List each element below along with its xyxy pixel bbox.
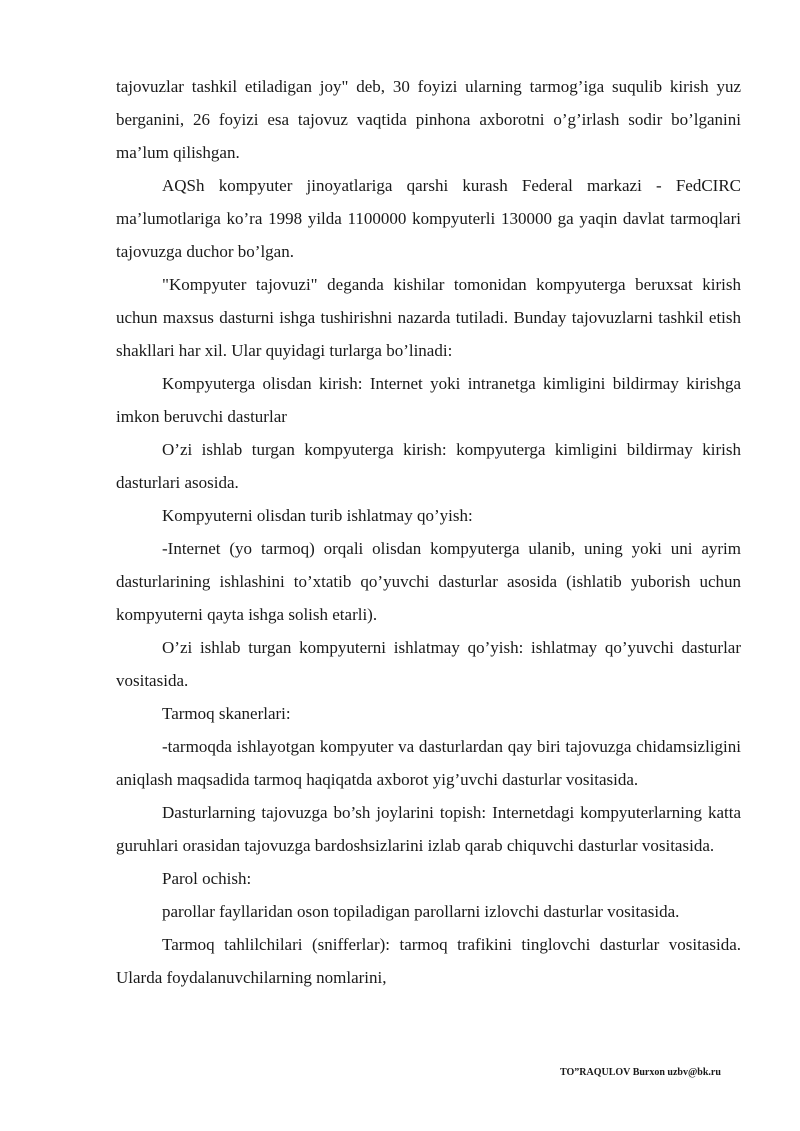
- document-body: [116, 70, 741, 994]
- paragraph-12: Parol ochish:: [162, 869, 252, 888]
- paragraph-5: O’zi ishlab turgan kompyuterga kirish: kompyuterga kimligini bildirmay kirish dasturlari asosida.: [116, 440, 741, 492]
- paragraph-3: "Kompyuter tajovuzi" deganda kishilar tomonidan kompyuterga beruxsat kirish uchun maxsus dasturni ishga tushirishni nazarda tutiladi. Bunday tajovuzlarni tashkil etish shakllari har xil. Ular quyidagi turlarga bo’linadi:: [116, 275, 741, 360]
- paragraph-8: O’zi ishlab turgan kompyuterni ishlatmay qo’yish: ishlatmay qo’yuvchi dasturlar vositasida.: [116, 638, 741, 690]
- paragraph-2: AQSh kompyuter jinoyatlariga qarshi kurash Federal markazi - FedCIRC ma’lumotlariga ko’ra 1998 yilda 1100000 kompyuterli 130000 ga yaqin davlat tarmoqlari tajovuzga duchor bo’lgan.: [116, 176, 741, 261]
- paragraph-6: Kompyuterni olisdan turib ishlatmay qo’yish:: [162, 506, 473, 525]
- paragraph-13: parollar fayllaridan oson topiladigan parollarni izlovchi dasturlar vositasida.: [162, 902, 680, 921]
- paragraph-10: -tarmoqda ishlayotgan kompyuter va dasturlardan qay biri tajovuzga chidamsizligini aniqlash maqsadida tarmoq haqiqatda axborot yig’uvchi dasturlar vositasida.: [116, 737, 741, 789]
- page-footer: TO”RAQULOV Burxon uzbv@bk.ru: [560, 1067, 721, 1078]
- paragraph-14: Tarmoq tahlilchilari (snifferlar): tarmoq trafikini tinglovchi dasturlar vositasida. Ularda foydalanuvchilarning nomlarini,: [116, 935, 741, 987]
- paragraph-9: Tarmoq skanerlari:: [162, 704, 291, 723]
- paragraph-7: -Internet (yo tarmoq) orqali olisdan kompyuterga ulanib, uning yoki uni ayrim dasturlarining ishlashini to’xtatib qo’yuvchi dasturlar asosida (ishlatib yuborish uchun kompyuterni qayta ishga solish etarli).: [116, 539, 741, 624]
- paragraph-11: Dasturlarning tajovuzga bo’sh joylarini topish: Internetdagi kompyuterlarning katta guruhlari orasidan tajovuzga bardoshsizlarini izlab qarab chiquvchi dasturlar vositasida.: [116, 803, 741, 855]
- paragraph-1: tajovuzlar tashkil etiladigan joy" deb, 30 foyizi ularning tarmog’iga suqulib kirish yuz berganini, 26 foyizi esa tajovuz vaqtida pinhona axborotni o’g’irlash sodir bo’lganini ma’lum qilishgan.: [116, 77, 741, 162]
- paragraph-4: Kompyuterga olisdan kirish: Internet yoki intranetga kimligini bildirmay kirishga imkon beruvchi dasturlar: [116, 374, 741, 426]
